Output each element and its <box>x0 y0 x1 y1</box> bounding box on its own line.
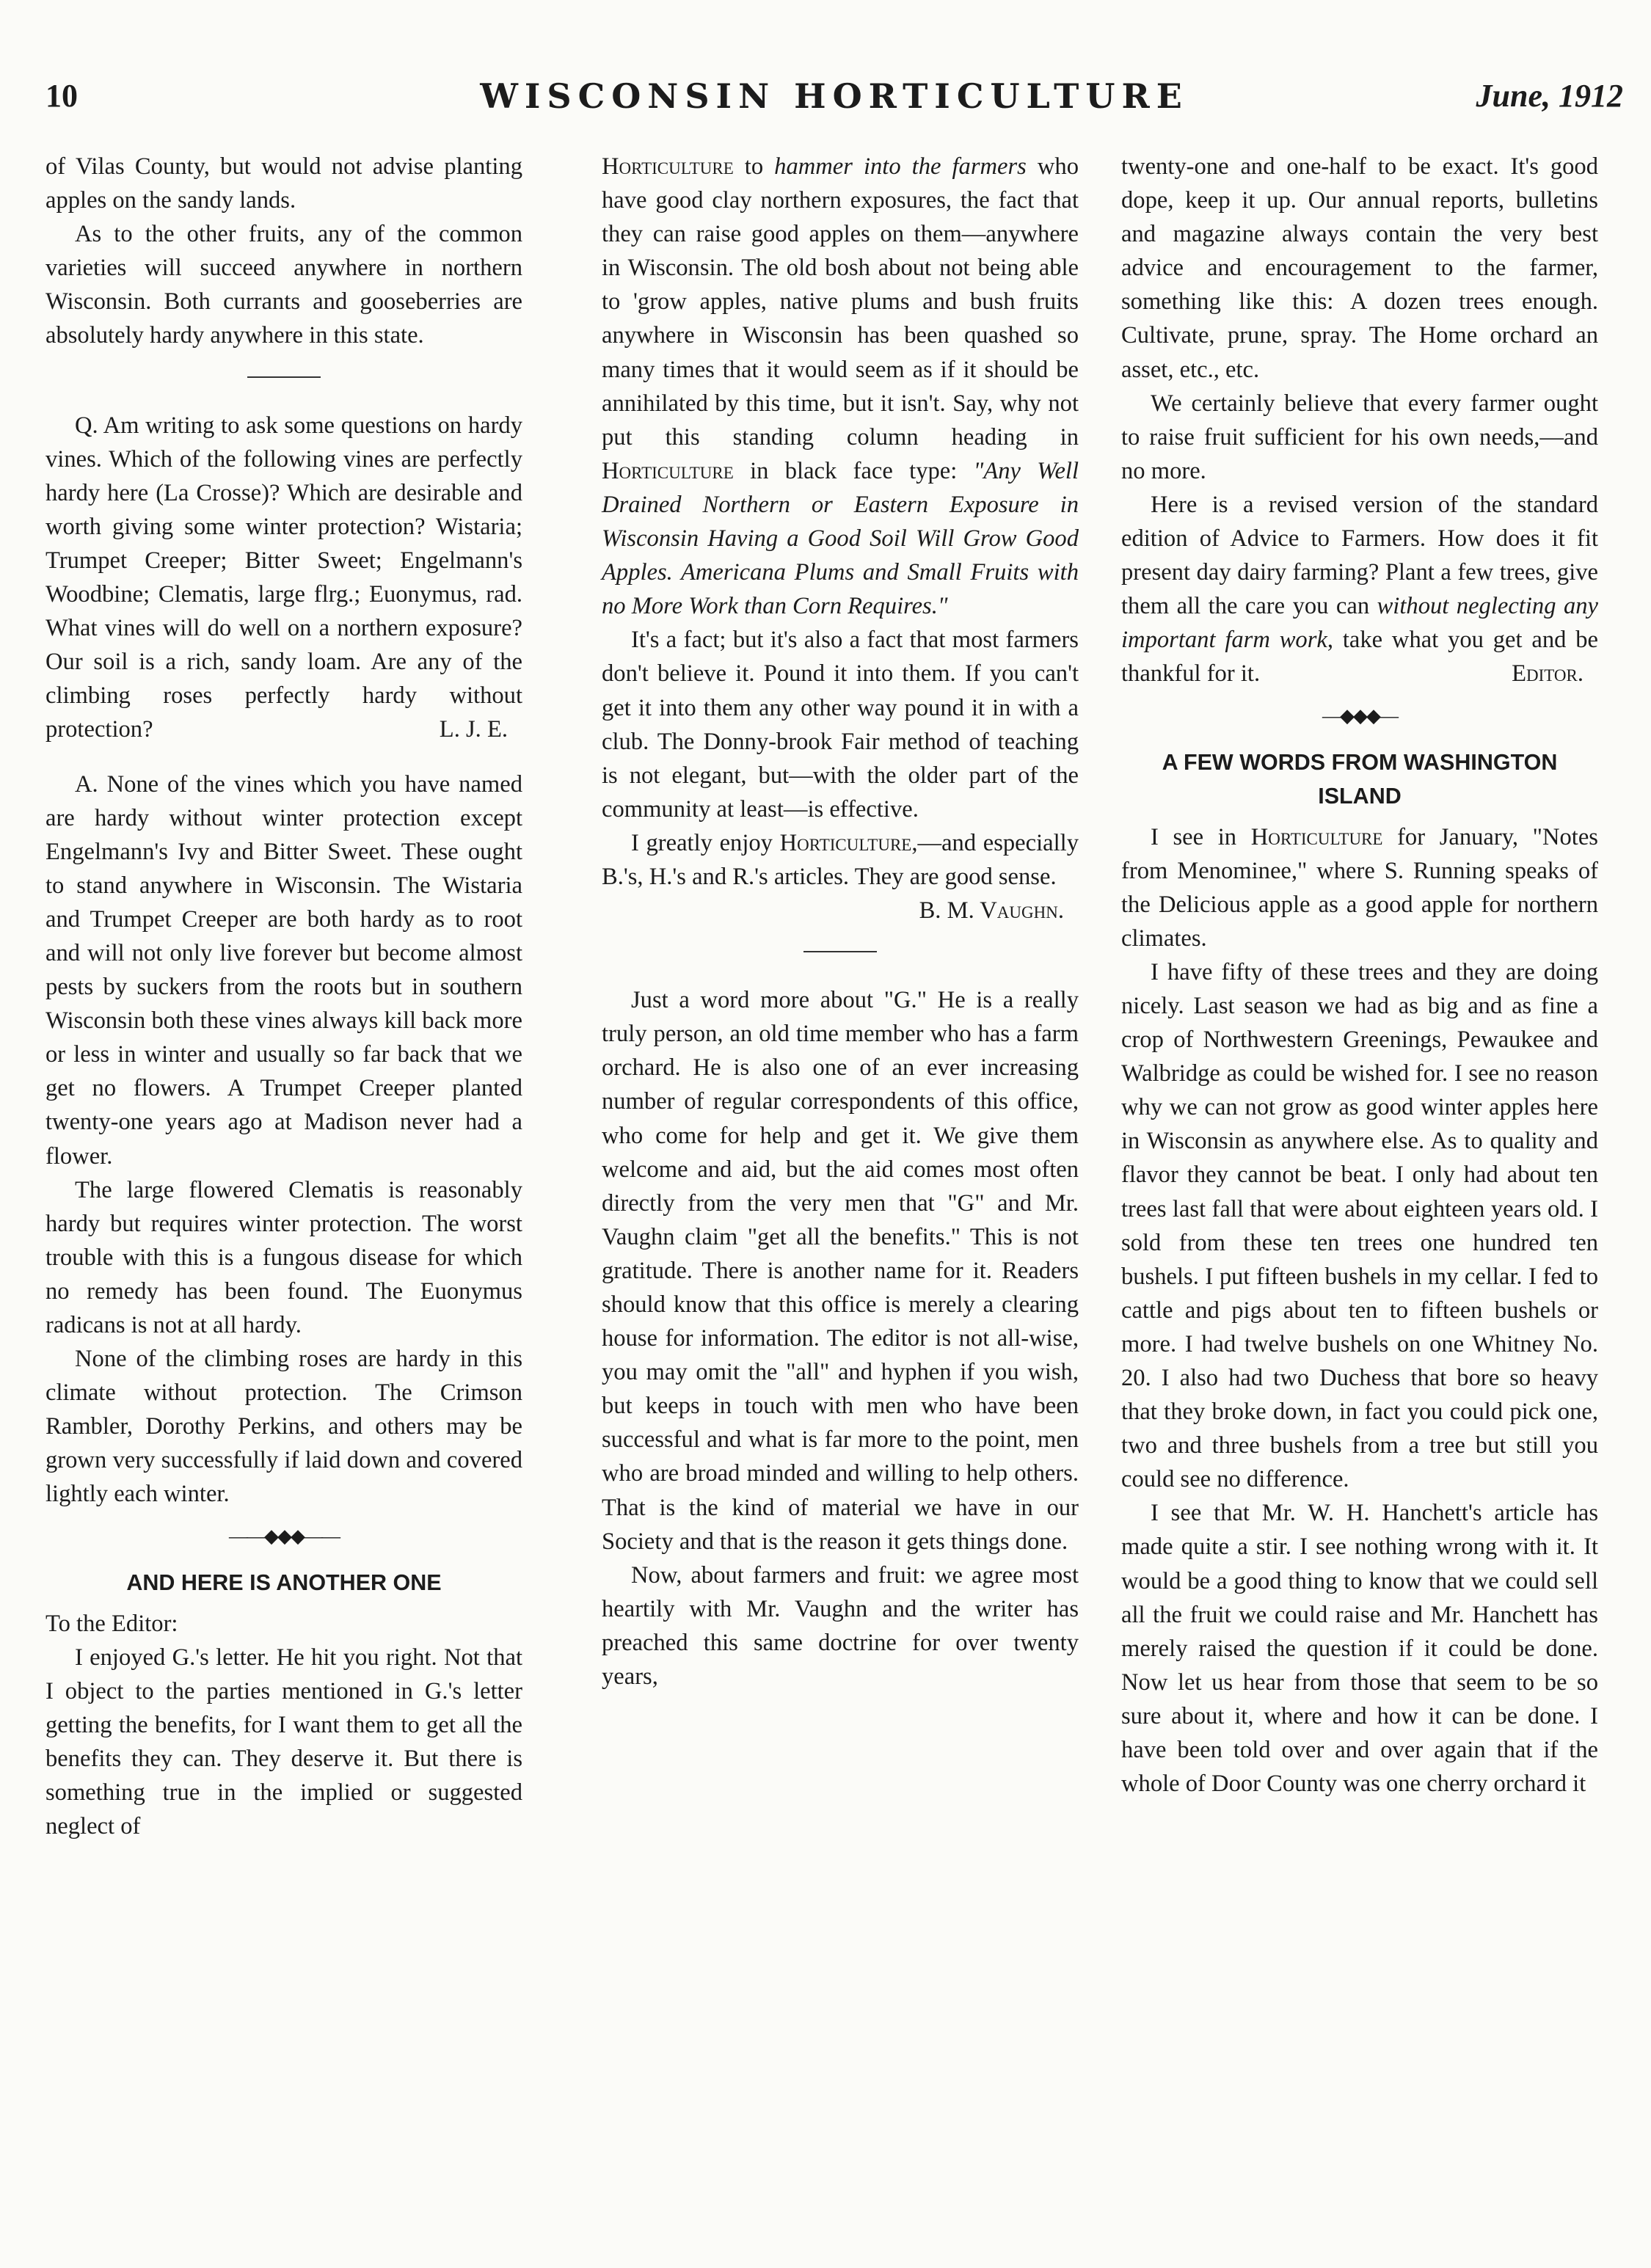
paragraph: Here is a revised version of the standard edition of Advice to Farmers. How does it fit present day dairy farming? Plant a few trees, give them all the care you can without neglecting any important farm work, take what you get and be thankful for it. Editor. <box>1121 488 1598 691</box>
answer-paragraph: A. None of the vines which you have named are hardy without winter protection except Engelmann's Ivy and Bitter Sweet. These ought to stand anywhere in Wisconsin. The Wistaria and Trumpet Creeper are both hardy as to root and will not only live forever but become almost pests by suckers from the roots but in southern Wisconsin both these vines always kill back more or less in winter and usually so far back that we get no flowers. A Trumpet Creeper planted twenty-one years ago at Madison never had a flower. <box>45 770 522 1170</box>
section-heading: A FEW WORDS FROM WASHINGTON ISLAND <box>1162 749 1558 809</box>
paragraph: The large flowered Clematis is reasonably hardy but requires winter protection. The worst trouble with this is a fungous disease for which no remedy has been found. The Euonymus radicans is not at all hardy. <box>45 1176 522 1338</box>
question-paragraph: Q. Am writing to ask some questions on hardy vines. Which of the following vines are perfectly hardy here (La Crosse)? Which are desirable and worth giving some winter protection? Wistaria; Trumpet Creeper; Bitter Sweet; Engelmann's Woodbine; Clematis, large flrg.; Euonymus, rad. What vines will do well on a northern exposure? Our soil is a rich, sandy loam. Are any of the climbing roses perfectly hardy without protection? L. J. E. <box>45 409 522 747</box>
paragraph: Horticulture to hammer into the farmers who have good clay northern exposures, the fact that they can raise good apples on them—anywhere in Wisconsin. The old bosh about not being able to 'grow apples, native plums and bush fruits anywhere in Wisconsin has been quashed so many times that it would seem as if it should be annihilated by this time, but it isn't. Say, why not put this standing column heading in Horticulture in black face type: "Any Well Drained Northern or Eastern Exposure in Wisconsin Having a Good Soil Will Grow Good Apples. Americana Plums and Small Fruits with no More Work than Corn Requires." <box>602 153 1079 620</box>
paragraph: I see in Horticulture for January, "Notes from Menominee," where S. Running speaks of the Delicious apple as a good apple for northern climates. <box>1121 823 1598 952</box>
editor-signature: Editor. <box>1512 660 1583 688</box>
paragraph: As to the other fruits, any of the common varieties will succeed anywhere in northern Wisconsin. Both currants and gooseberries are absolutely hardy anywhere in this state. <box>45 221 522 349</box>
question-signature: L. J. E. <box>439 716 508 743</box>
paragraph: I enjoyed G.'s letter. He hit you right. Not that I object to the parties mentioned in G.'s letter getting the benefits, for I want them to get all the benefits they can. They deserve it. But there is something true in the implied or suggested neglect of <box>45 1644 522 1840</box>
signature: B. M. Vaughn. <box>919 897 1064 925</box>
paragraph: Now, about farmers and fruit: we agree most heartily with Mr. Vaughn and the writer has preached this same doctrine for over twenty years, <box>602 1561 1079 1691</box>
paragraph: I see that Mr. W. H. Hanchett's article has made quite a stir. I see nothing wrong with it. It would be a good thing to know that we could sell all the fruit we could raise and Mr. Hanchett has merely raised the question if it could be done. Now let us hear from those that seem to be so sure about it, where and how it can be done. I have been told over and over again that if the whole of Door County was one cherry orchard it <box>1121 1500 1598 1798</box>
section-heading: AND HERE IS ANOTHER ONE <box>126 1569 442 1595</box>
paragraph: of Vilas County, but would not advise planting apples on the sandy lands. <box>45 153 522 214</box>
column-2 <box>602 150 1079 1693</box>
paragraph: I greatly enjoy Horticulture,—and especially B.'s, H.'s and R.'s articles. They are good sense. <box>602 829 1079 890</box>
spacer <box>45 747 522 767</box>
page-number: 10 <box>45 78 78 114</box>
issue-date: June, 1912 <box>1476 78 1623 114</box>
salutation: To the Editor: <box>45 1610 178 1637</box>
paragraph: twenty-one and one-half to be exact. It's good dope, keep it up. Our annual reports, bulletins and magazine always contain the very best advice and encouragement to the farmer, something like this: A dozen trees enough. Cultivate, prune, spray. The Home orchard an asset, etc., etc. <box>1121 153 1598 383</box>
paragraph: None of the climbing roses are hardy in this climate without protection. The Crimson Rambler, Dorothy Perkins, and others may be grown very successfully if laid down and covered lightly each winter. <box>45 1346 522 1508</box>
paragraph: Just a word more about "G." He is a really truly person, an old time member who has a farm orchard. He is also one of an ever increasing number of regular correspondents of this office, who come for help and get it. We give them welcome and aid, but the aid comes most often directly from the very men that "G" and Mr. Vaughn claim "get all the benefits." This is not gratitude. There is another name for it. Readers should know that this office is merely a clearing house for information. The editor is not all-wise, you may omit the "all" and hyphen if you wish, but keeps in touch with men who have been successful and what is far more to the point, men who are broad minded and willing to help others. That is the kind of material we have in our Society and that is the reason it gets things done. <box>602 987 1079 1555</box>
divider <box>247 376 321 378</box>
page-header <box>45 70 1623 122</box>
column-1 <box>45 150 522 1843</box>
ornament-divider: ——◆◆◆—— <box>229 1525 339 1547</box>
ornament-divider: —◆◆◆— <box>1322 704 1397 726</box>
journal-title: WISCONSIN HORTICULTURE <box>480 76 1189 116</box>
divider <box>803 951 877 952</box>
paragraph: I have fifty of these trees and they are doing nicely. Last season we had as big and as fine a crop of Northwestern Greenings, Pewaukee and Walbridge as could be wished for. I see no reason why we can not grow as good winter apples here in Wisconsin as anywhere else. As to quality and flavor they cannot be beat. I only had about ten trees last fall that were about eighteen years old. I sold from these ten trees one hundred ten bushels. I put fifteen bushels in my cellar. I fed to cattle and pigs about ten to fifteen bushels or more. I had twelve bushels on one Whitney No. 20. I also had two Duchess that bore so heavy that they broke down, in fact you could pick one, two and three bushels from a tree but still you could see no difference. <box>1121 958 1598 1493</box>
paragraph: We certainly believe that every farmer ought to raise fruit sufficient for his own needs,—and no more. <box>1121 390 1598 484</box>
column-3 <box>1121 150 1598 1801</box>
paragraph: It's a fact; but it's also a fact that most farmers don't believe it. Pound it into them. If you can't get it into them any other way pound it in with a club. The Donny-brook Fair method of teaching is not elegant, but—with the older part of the community at least—is effective. <box>602 627 1079 823</box>
